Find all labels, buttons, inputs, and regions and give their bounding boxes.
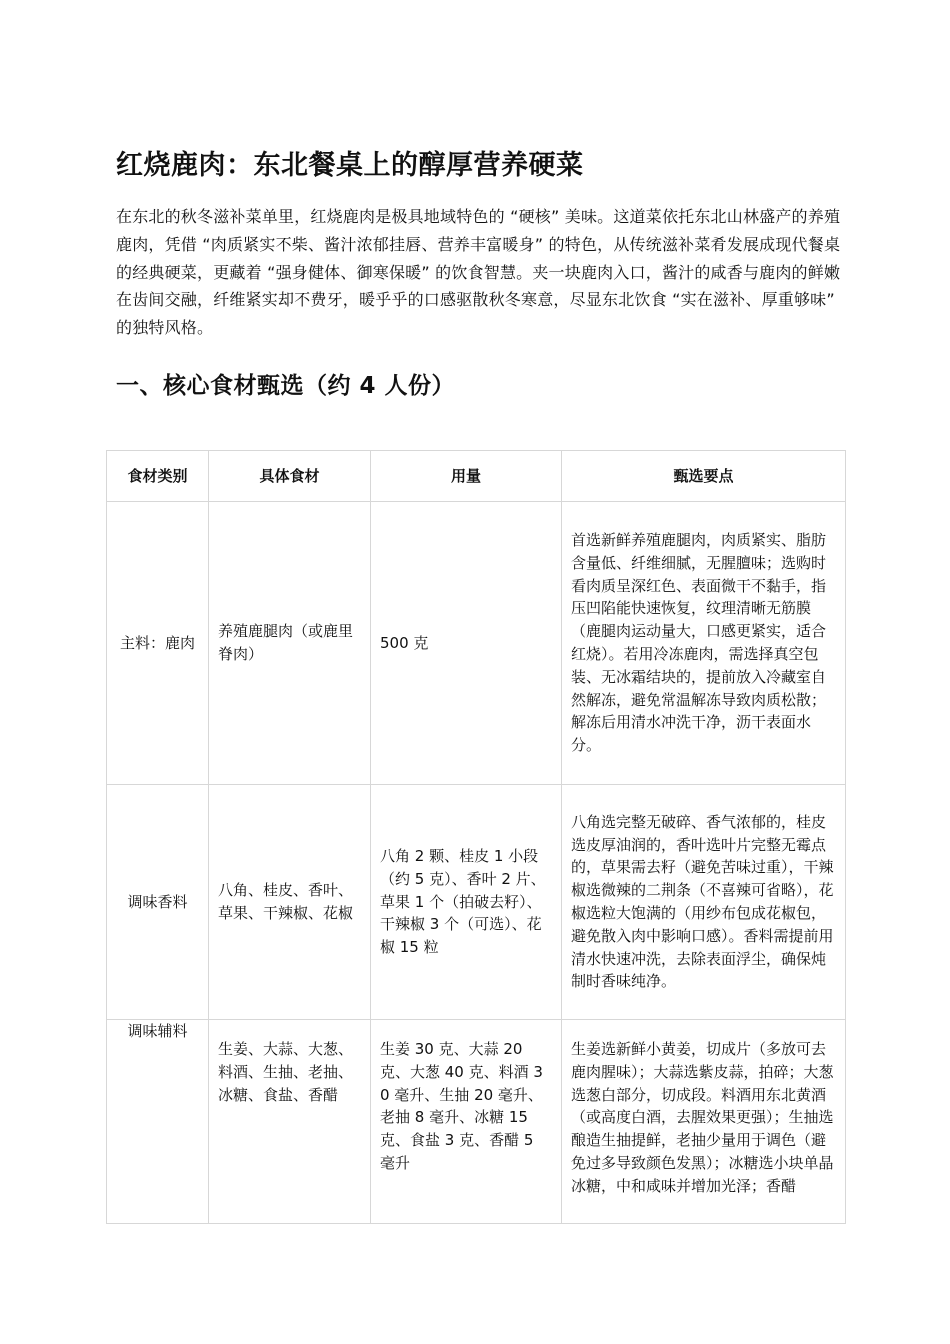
cell-category <box>107 1020 209 1224</box>
cell-category: 主料：鹿肉 <box>107 502 209 785</box>
cell-amount <box>371 1020 562 1224</box>
ingredients-table <box>106 450 846 1224</box>
cell-tips: 八角选完整无破碎、香气浓郁的，桂皮选皮厚油润的，香叶选叶片完整无霉点的，草果需去籽（避免苦味过重），干辣椒选微辣的二荆条（不喜辣可省略），花椒选粒大饱满的（用纱布包成花椒包，避免散入肉中影响口感）。香料需提前用清水快速冲洗，去除表面浮尘，确保炖制时香味纯净。 <box>562 785 846 1020</box>
cell-category: 调味香料 <box>107 785 209 1020</box>
cell-tips-text: 生姜选新鲜小黄姜，切成片（多放可去鹿肉腥味）；大蒜选紫皮蒜，拍碎；大葱选葱白部分，切成段。料酒用东北黄酒（或高度白酒，去腥效果更强）；生抽选酿造生抽提鲜，老抽少量用于调色（避免过多导致颜色发黑）；冰糖选小块单晶冰糖，中和咸味并增加光泽；香醋 <box>571 1040 834 1195</box>
header-tips: 甄选要点 <box>562 451 846 502</box>
section-heading-ingredients: 一、核心食材甄选（约 4 人份） <box>116 373 456 399</box>
page-title: 红烧鹿肉：东北餐桌上的醇厚营养硬菜 <box>116 150 584 181</box>
table-header-row <box>107 451 846 502</box>
cell-tips: 首选新鲜养殖鹿腿肉，肉质紧实、脂肪含量低、纤维细腻，无腥膻味；选购时看肉质呈深红色、表面微干不黏手，指压凹陷能快速恢复，纹理清晰无筋膜（鹿腿肉运动量大，口感更紧实，适合红烧）。若用冷冻鹿肉，需选择真空包装、无冰霜结块的，提前放入冷藏室自然解冻，避免常温解冻导致肉质松散；解冻后用清水冲洗干净，沥干表面水分。 <box>562 502 846 785</box>
table-row <box>107 1020 846 1224</box>
cell-category-text: 调味辅料 <box>127 1022 188 1040</box>
cell-ingredients: 八角、桂皮、香叶、草果、干辣椒、花椒 <box>209 785 371 1020</box>
header-amount: 用量 <box>371 451 562 502</box>
cell-amount: 500 克 <box>371 502 562 785</box>
header-category: 食材类别 <box>107 451 209 502</box>
cell-ingredients-text: 生姜、大蒜、大葱、料酒、生抽、老抽、冰糖、食盐、香醋 <box>218 1040 354 1104</box>
cell-tips <box>562 1020 846 1224</box>
table-row <box>107 785 846 1020</box>
table-row <box>107 502 846 785</box>
header-ingredients: 具体食材 <box>209 451 371 502</box>
cell-amount-text: 生姜 30 克、大蒜 20 克、大葱 40 克、料酒 30 毫升、生抽 20 毫升、老抽 8 毫升、冰糖 15 克、食盐 3 克、香醋 5 毫升 <box>380 1040 543 1172</box>
cell-ingredients: 养殖鹿腿肉（或鹿里脊肉） <box>209 502 371 785</box>
intro-paragraph: 在东北的秋冬滋补菜单里，红烧鹿肉是极具地域特色的 “硬核” 美味。这道菜依托东北山林盛产的养殖鹿肉，凭借 “肉质紧实不柴、酱汁浓郁挂唇、营养丰富暖身” 的特色，从传统滋补菜肴发展成现代餐桌的经典硬菜，更藏着 “强身健体、御寒保暖” 的饮食智慧。夹一块鹿肉入口，酱汁的咸香与鹿肉的鲜嫩在齿间交融，纤维紧实却不费牙，暖乎乎的口感驱散秋冬寒意，尽显东北饮食 “实在滋补、厚重够味” 的独特风格。 <box>116 207 841 338</box>
cell-ingredients <box>209 1020 371 1224</box>
cell-amount: 八角 2 颗、桂皮 1 小段（约 5 克）、香叶 2 片、草果 1 个（拍破去籽）、干辣椒 3 个（可选）、花椒 15 粒 <box>371 785 562 1020</box>
